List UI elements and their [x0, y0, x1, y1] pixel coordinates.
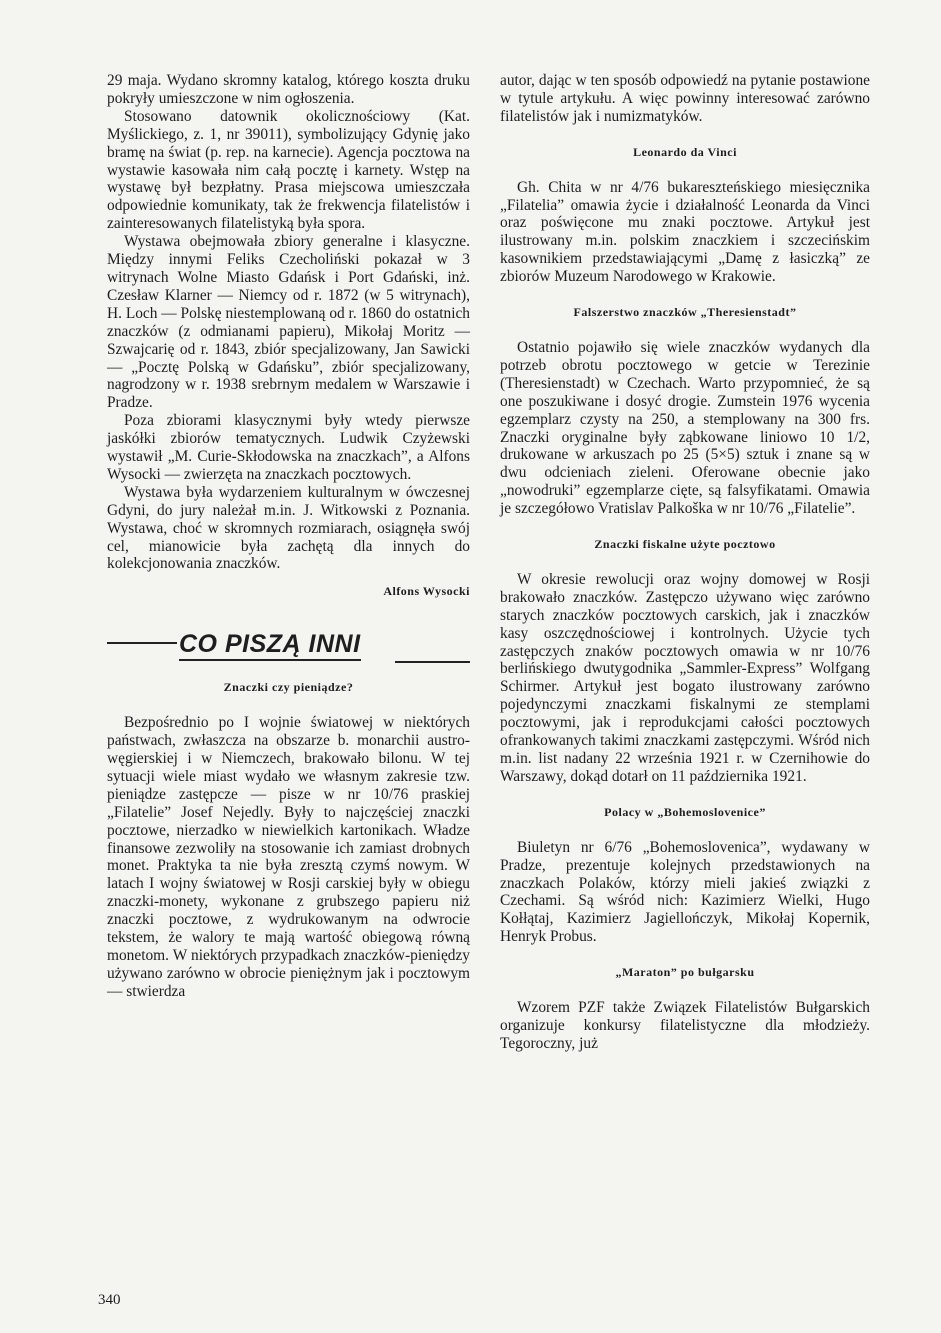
banner-rule-left — [107, 642, 177, 644]
page-number: 340 — [98, 1292, 121, 1308]
article-heading: Znaczki czy pieniądze? — [223, 680, 354, 695]
section-banner — [107, 629, 470, 669]
article-body — [500, 179, 870, 286]
article-body — [500, 571, 870, 786]
article-continuation — [500, 72, 870, 126]
paragraph: Wystawa obejmowała zbiory generalne i klasyczne. Między innymi Feliks Czecholiński pokazał w 3 witrynach Wolne Miasto Gdańsk i Port Gdański, inż. Czesław Klarner — Niemcy od r. 1872 (w 5 witrynach), H. Loch — Polskę niestemplowaną od r. 1860 do ostatnich znaczków (z odmianami papieru), Mikołaj Moritz — Szwajcarię od r. 1843, zbiór specjalizowany, Jan Sawicki — „Pocztę Polską w Gdańsku”, zbiór specjalizowany, nagrodzony w r. 1938 srebrnym medalem w Warszawie i Pradze. — [107, 233, 470, 412]
paragraph: Poza zbiorami klasycznymi były wtedy pierwsze jaskółki zbiorów tematycznych. Ludwik Czyżewski wystawił „M. Curie-Skłodowska na znaczkach”, a Alfons Wysocki — zwierzęta na znaczkach pocztowych. — [107, 412, 470, 483]
paragraph: Wystawa była wydarzeniem kulturalnym w ówczesnej Gdyni, do jury należał m.in. J. Witkowski z Poznania. Wystawa, choć w skromnych rozmiarach, osiągnęła swój cel, mianowicie była zachętą dla innych do kolekcjonowania znaczków. — [107, 483, 470, 573]
article-heading: Leonardo da Vinci — [633, 144, 737, 159]
banner-title: CO PISZĄ INNI — [179, 629, 361, 661]
paragraph: 29 maja. Wydano skromny katalog, którego koszta druku pokryły umieszczone w nim ogłoszenia. — [107, 72, 470, 107]
paragraph: Bezpośrednio po I wojnie światowej w niektórych państwach, zwłaszcza na obszarze b. monarchii austro-węgierskiej i w Niemczech, brakowało bilonu. W tej sytuacji wiele miast wydało we własnym zakresie tzw. pieniądze zastępcze — pisze w nr 10/76 praskiej „Filatelie” Josef Nejedly. Były to najczęściej znaczki pocztowe, nierzadko w niewielkich kartonikach. Władze finansowe zezwoliły na stosowanie ich zamiast drobnych monet. Praktyka ta nie była zresztą czymś nowym. W latach I wojny światowej w Rosji carskiej były w obiegu znaczki-monety, wykonane z grubszego papieru niż znaczki pocztowe, z wydrukowanym na odwrocie tekstem, że walory te mają wartość obiegową równą monetom. W niektórych przypadkach znaczków-pieniędzy używano zarówno w obrocie pieniężnym jak i pocztowym — stwierdza — [107, 714, 470, 1000]
paragraph: Biuletyn nr 6/76 „Bohemoslovenica”, wydawany w Pradze, prezentuje kolejnych przedstawionych na znaczkach Polaków, którzy mieli jakieś związki z Czechami. Są wśród nich: Kazimierz Wielki, Hugo Kołłątaj, Kazimierz Jagiellończyk, Mikołaj Kopernik, Henryk Probus. — [500, 838, 870, 946]
paragraph: Ostatnio pojawiło się wiele znaczków wydanych dla potrzeb obrotu pocztowego w getcie w Terezinie (Theresienstadt) w Czechach. Warto przypomnieć, że są one poszukiwane i dosyć drogie. Zumstein 1976 wycenia egzemplarz czysty na 250, a stemplowany na 300 frs. Znaczki oryginalne były ząbkowane liniowo 10 1/2, drukowane w arkuszach po 25 (5×5) sztuk i znane są w dwu odcieniach zieleni. Oferowane obecnie jako „nowodruki” egzemplarze cięte, są falsyfikatami. Omawia je szczegółowo Vratislav Palkoška w nr 10/76 „Filatelie”. — [500, 338, 870, 518]
right-column — [500, 72, 870, 1053]
article-heading: Falszerstwo znaczków „Theresienstadt” — [573, 305, 797, 320]
article-body — [500, 839, 870, 946]
paragraph: Stosowano datownik okolicznościowy (Kat. Myślickiego, z. 1, nr 39011), symbolizujący Gdynię jako bramę na świat (p. rep. na karnecie). Agencja pocztowa na wystawie kasowała nim całą pocztę i karnety. Wstęp na wystawę był bezpłatny. Prasa miejscowa umieszczała odpowiednie komunikaty, tak że frekwencja filatelistów i zainteresowanych filatelistyką była spora. — [107, 107, 470, 233]
article-heading: Polacy w „Bohemoslovenice” — [604, 804, 766, 819]
left-article-body — [107, 72, 470, 573]
paragraph: Gh. Chita w nr 4/76 bukareszteńskiego miesięcznika „Filatelia” omawia życie i działalność Leonarda da Vinci oraz poświęcone mu znaki pocztowe. Artykuł jest ilustrowany m.in. polskim znaczkiem i szczecińskim kasownikiem przedstawiającymi „Damę z łasiczką” ze zbiorów Muzeum Narodowego w Krakowie. — [500, 178, 870, 286]
paragraph: Wzorem PZF także Związek Filatelistów Bułgarskich organizuje konkursy filatelistyczne dla młodzieży. Tegoroczny, już — [500, 999, 870, 1052]
left-column — [107, 72, 470, 1001]
article-body — [107, 714, 470, 1001]
article-heading: Znaczki fiskalne użyte pocztowo — [594, 537, 776, 552]
author-signature: Alfons Wysocki — [383, 584, 470, 599]
article-heading: „Maraton” po bułgarsku — [615, 965, 755, 980]
article-list — [500, 144, 870, 1053]
banner-rule-right — [395, 661, 470, 663]
article-body — [500, 339, 870, 518]
paragraph: autor, dając w ten sposób odpowiedź na pytanie postawione w tytule artykułu. A więc powinny interesować zarówno filatelistów jak i numizmatyków. — [500, 72, 870, 125]
article-body — [500, 999, 870, 1053]
paragraph: W okresie rewolucji oraz wojny domowej w Rosji brakowało znaczków. Zastępczo używano więc zarówno starych znaczków pocztowych carskich, jak i znaczków kasy oszczędnościowej i kontrolnych. Użycie tych zastępczych znaków pocztowych omawia w nr 10/76 berlińskiego dwutygodnika „Sammler-Express” Wolfgang Schirmer. Artykuł jest bogato ilustrowany zarówno pojedynczymi znaczkami fiskalnymi ze stemplami pocztowymi, jak i reprodukcjami całości pocztowych ofrankowanych takimi znaczkami zastępczymi. Wśród nich m.in. list nadany 22 września 1921 r. w Czernihowie do Warszawy, dokąd dotarł on 11 października 1921. — [500, 570, 870, 785]
